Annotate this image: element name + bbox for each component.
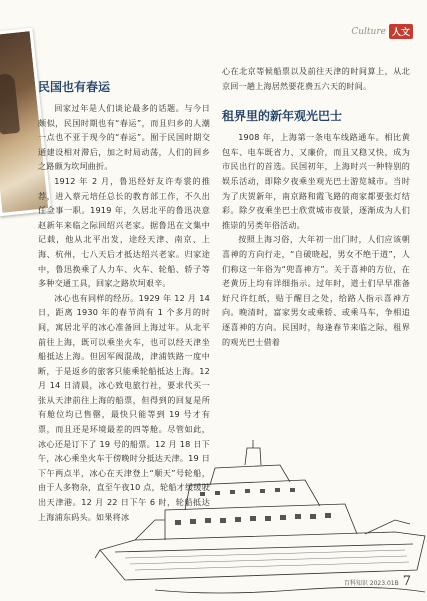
right-column <box>222 64 410 349</box>
section-title-spring-festival-travel: 民国也有春运 <box>38 80 111 94</box>
section-label-en: Culture <box>351 26 386 37</box>
page-footer <box>344 574 411 589</box>
section-header <box>351 24 413 39</box>
page-number: 7 <box>402 574 411 589</box>
section-title-sightseeing-bus: 租界里的新年观光巴士 <box>222 109 343 124</box>
right-paragraph: 按照上海习俗，大年初一出门时，人们应该朝喜神的方向行走，“自破晓起，男女不绝于道”，人们称这一年俗为“兜喜神方”。关于喜神的方位，在老黄历上均有详细指示。过年时，道士们早早准备好尺许红纸，贴于醒目之处，给路人指示喜神方向。晚清时，富家男女或乘轿、或乘马车，争相追逐喜神的方向。民国时，每逢春节来临之际，租界的观光巴士借着 <box>222 234 410 347</box>
right-paragraph: 1908 年，上海第一条电车线路通车。相比黄包车、电车既省力、又廉价，而且又稳又快，成为市民出行的首选。民国初年，上海时兴一种特别的娱乐活动，即除夕夜乘坐观光巴士游览城市。当时为了庆贺新年，南京路和霞飞路的商家都要张灯结彩。除夕夜乘坐巴士欣赏城市夜景，逐渐成为人们推崇的另类年俗活动。 <box>222 132 410 230</box>
right-continued-paragraph: 心在北京等候船票以及前往天津的时间算上，从北京回一趟上海居然要花费五六天的时间。 <box>222 66 410 91</box>
photo-figure <box>0 73 20 135</box>
magazine-issue: 百科知识 2023.01B <box>343 580 399 587</box>
left-paragraph: 1912 年 2 月，鲁迅经好友许寿裳的推荐，进入蔡元培任总长的教育部工作，不久出任佥事一职。1919 年，久居北平的鲁迅决意赵新年来临之际回绍兴老家。据鲁迅在文集中记载，他从北平出发，途经天津、南京、上海、杭州，七八天后才抵达绍兴老家。归家途中，鲁迅换乘了人力车、火车、轮船、轿子等多种交通工具，回家之路坎坷艰辛。 <box>38 175 210 289</box>
left-paragraph: 冰心也有同样的经历。1929 年 12 月 14 日，距离 1930 年的春节尚有 1 个多月的时间，寓居北平的冰心准备回上海过年。从北平前往上海，既可以乘坐火车，也可以经天津坐船抵达上海。但因军阀混战，津浦铁路一度中断，于是返乡的旅客只能乘轮船抵达上海。12 月 14 日清晨，冰心致电旅行社，要求代买一张从天津前往上海的船票，但得到的回复是所有舱位均已售罄，最快只能等到 19 号才有票，而且还是环境最差的四等舱。尽管如此，冰心还是订下了 19 号的船票。12 月 18 日下午，冰心乘坐火车于傍晚时分抵达天津。19 日下午两点半，冰心在天津登上“顺天”号轮船，由于人多物杂，直至午夜10 点，轮船才缓缓驶出天津港。12 月 22 日下午 6 时，轮船抵达上海浦东码头。如果将冰 <box>38 292 210 522</box>
section-label-cn: 人文 <box>389 24 413 39</box>
left-paragraph: 回家过年是人们谈论最多的话题。与今日颇似，民国时期也有“春运”，而且归乡的人潮一点也不亚于现今的“春运”。囿于民国时期交通建设相对滞后，加之时局动荡，人们的回乡之路颇为坎坷曲折。 <box>38 103 210 172</box>
